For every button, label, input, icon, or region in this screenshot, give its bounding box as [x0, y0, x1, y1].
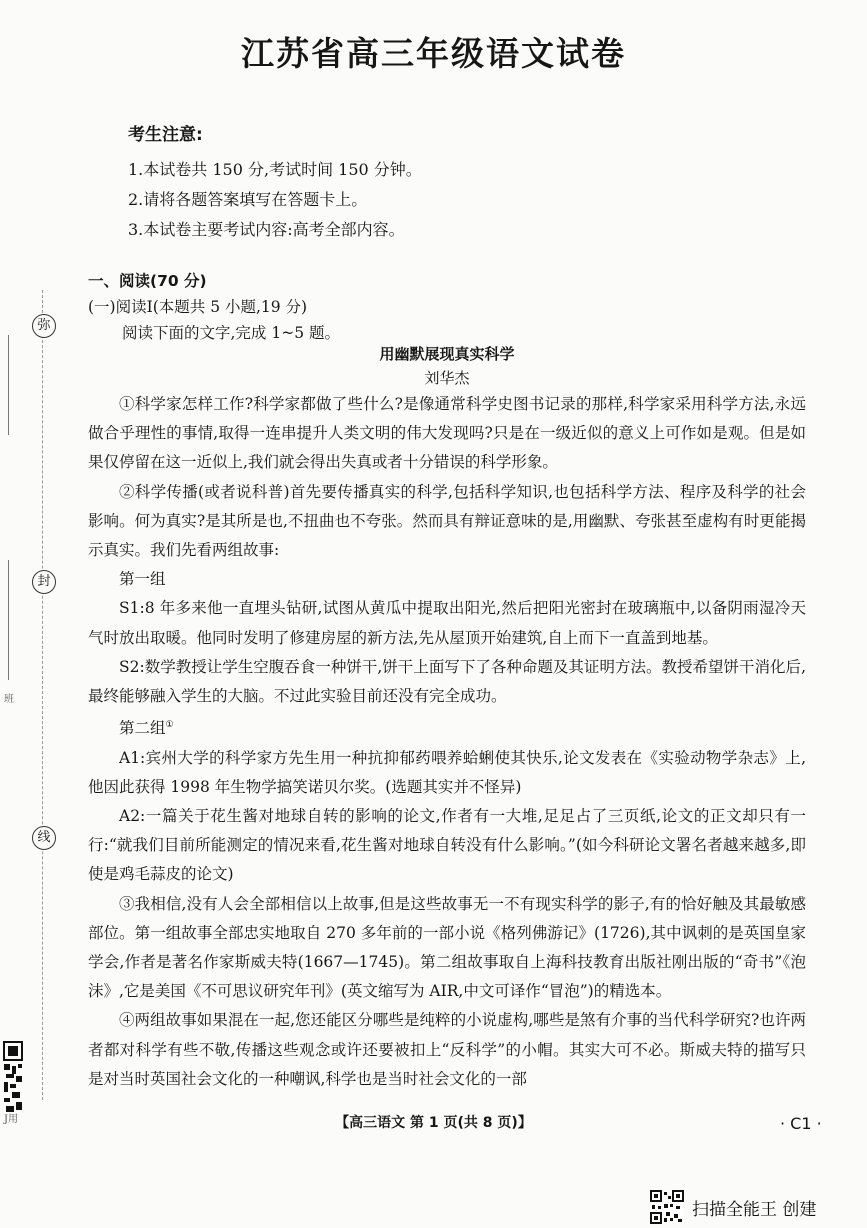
left-margin-line-bottom	[8, 560, 9, 680]
edge-text-1: 班	[4, 694, 14, 705]
group-2-label: 第二组	[119, 719, 166, 738]
notice-block	[128, 120, 422, 245]
paragraph-2: ②科学传播(或者说科普)首先要传播真实的科学,包括科学知识,也包括科学方法、程序及科学的社会影响。何为真实?是其所是也,不扭曲也不夸张。然而具有辩证意味的是,用幽默、夸张甚至虚构有时更能揭示真实。我们先看两组故事:	[88, 482, 806, 560]
section-heading: 一、阅读(70 分)	[88, 272, 207, 290]
binding-char-feng: 封	[32, 570, 56, 594]
scanner-watermark	[650, 1190, 816, 1224]
group-2-heading	[88, 711, 806, 743]
group-2-footnote-mark: ①	[165, 720, 174, 731]
binding-dashed-line	[42, 290, 43, 1100]
paper-code: · C1 ·	[780, 1114, 822, 1133]
section-subheading: (一)阅读Ⅰ(本题共 5 小题,19 分)	[88, 298, 308, 316]
story-a2: A2:一篇关于花生酱对地球自转的影响的论文,作者有一大堆,足足占了三页纸,论文的正文却只有一行:“就我们目前所能测定的情况来看,花生酱对地球自转没有什么影响。”(如今科研论文署名者越来越多,即使是鸡毛蒜皮的论文)	[88, 807, 806, 884]
left-margin-line-top	[8, 335, 9, 435]
watermark-text: 扫描全能王 创建	[692, 1199, 817, 1220]
story-a1: A1:宾州大学的科学家方先生用一种抗抑郁药喂养蛤蜊使其快乐,论文发表在《实验动物学杂志》上,他因此获得 1998 年生物学搞笑诺贝尔奖。(选题其实并不怪异)	[88, 748, 806, 796]
binding-char-mi: 弥	[32, 314, 56, 338]
reading-article	[88, 342, 806, 1094]
group-1-heading: 第一组	[119, 570, 166, 589]
paragraph-1: ①科学家怎样工作?科学家都做了些什么?是像通常科学史图书记录的那样,科学家采用科学方法,永远做合乎理性的事情,取得一连串提升人类文明的伟大发现吗?只是在一级近似的意义上可作如是观。但是如果仅停留在这一近似上,我们就会得出失真或者十分错误的科学形象。	[88, 395, 806, 472]
notice-item-2: 2.请将各题答案填写在答题卡上。	[128, 190, 368, 209]
notice-item-1: 1.本试卷共 150 分,考试时间 150 分钟。	[128, 160, 422, 179]
section-instruction: 阅读下面的文字,完成 1~5 题。	[122, 324, 340, 342]
paragraph-4: ④两组故事如果混在一起,您还能区分哪些是纯粹的小说虚构,哪些是煞有介事的当代科学研究?也许两者都对科学有些不敬,传播这些观念或许还要被扣上“反科学”的小帽。其实大可不必。斯威夫特的描写只是对当时英国社会文化的一种嘲讽,科学也是当时社会文化的一部	[88, 1011, 806, 1088]
article-title: 用幽默展现真实科学	[379, 345, 515, 363]
binding-char-xian: 线	[32, 826, 56, 850]
article-author: 刘华杰	[424, 369, 470, 387]
edge-barcode	[2, 1040, 24, 1120]
exam-title: 江苏省高三年级语文试卷	[241, 34, 626, 73]
qr-code-icon	[650, 1190, 684, 1224]
story-s2: S2:数学教授让学生空腹吞食一种饼干,饼干上面写下了各种命题及其证明方法。教授希望饼干消化后,最终能够融入学生的大脑。不过此实验目前还没有完全成功。	[88, 657, 806, 706]
edge-text-2: J用	[4, 1114, 19, 1125]
paragraph-3: ③我相信,没有人会全部相信以上故事,但是这些故事无一不有现实科学的影子,有的恰好触及其最敏感部位。第一组故事全部忠实地取自 270 多年前的一部小说《格列佛游记》(1726),其中讽刺的是英国皇家学会,作者是著名作家斯威夫特(1667—1745)。第二组故事取自上海科技教育出版社刚出版的“奇书”《泡沫》,它是美国《不可思议研究年刊》(英文缩写为 AIR,中文可译作“冒泡”)的精选本。	[88, 894, 806, 1001]
page-footer: 【高三语文 第 1 页(共 8 页)】	[335, 1115, 532, 1131]
section-header	[88, 268, 808, 346]
notice-item-3: 3.本试卷主要考试内容:高考全部内容。	[128, 220, 405, 239]
notice-title: 考生注意:	[128, 125, 203, 145]
story-s1: S1:8 年多来他一直埋头钻研,试图从黄瓜中提取出阳光,然后把阳光密封在玻璃瓶中,以备阴雨湿冷天气时放出取暖。他同时发明了修建房屋的新方法,先从屋顶开始建筑,自上而下一直盖到地基。	[88, 599, 806, 647]
